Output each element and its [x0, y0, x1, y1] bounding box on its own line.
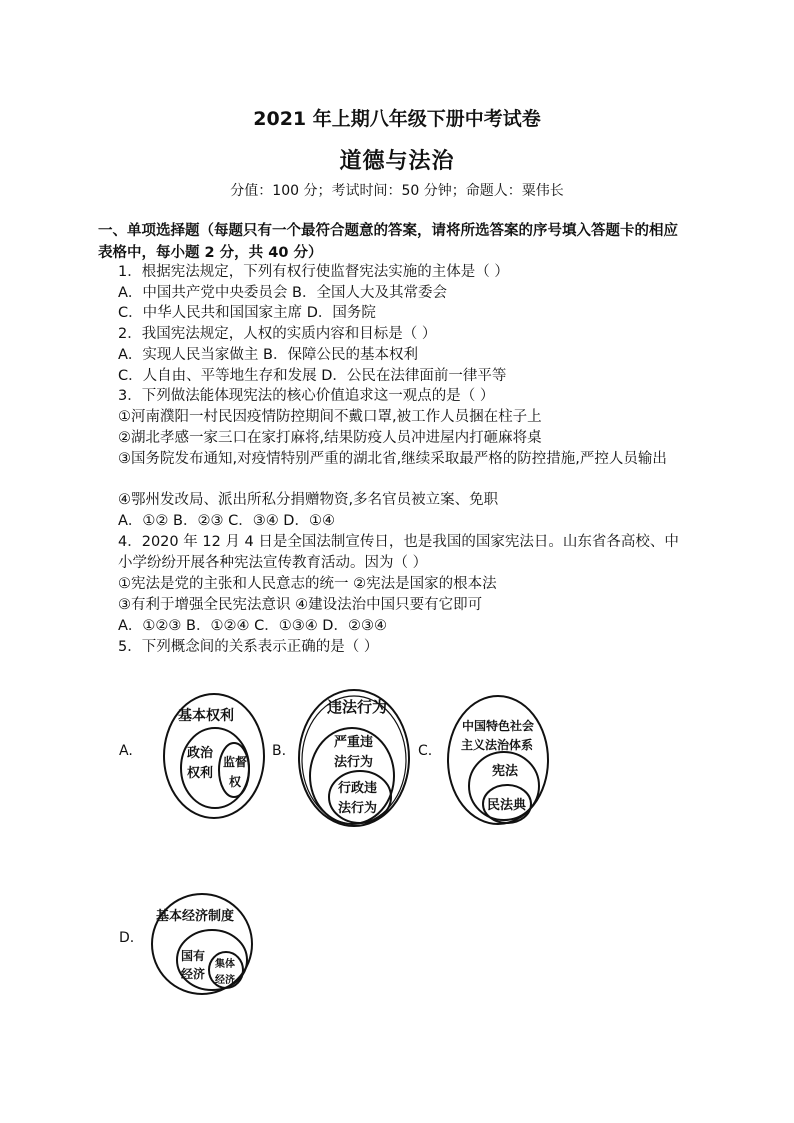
diagram-a-inner-label-2: 权: [229, 775, 242, 789]
q3-statement-2: ②湖北孝感一家三口在家打麻将,结果防疫人员冲进屋内打砸麻将桌: [118, 430, 542, 446]
q5-diagram-d: [147, 888, 257, 1000]
q5-stem: 5．下列概念间的关系表示正确的是（ ）: [118, 639, 379, 655]
diagram-b-inner-label-1: 行政违: [338, 781, 378, 796]
diagram-b-inner-label-2: 法行为: [338, 801, 378, 816]
diagram-c-mid-label: 宪法: [492, 764, 519, 779]
diagram-c-outer-label-2: 主义法治体系: [461, 738, 534, 752]
diagram-b-outer-label: 违法行为: [327, 698, 388, 716]
diagram-b-mid-label-2: 法行为: [334, 755, 374, 770]
diagram-d-outer-label: 基本经济制度: [156, 909, 235, 924]
q5-option-b-label: B.: [272, 743, 287, 759]
diagram-d-mid-label-1: 国有: [181, 949, 206, 963]
exam-meta: 分值：100 分；考试时间：50 分钟；命题人：粟伟长: [230, 183, 564, 199]
diagram-c-inner-label: 民法典: [487, 798, 527, 813]
q2-options-cd: C．人自由、平等地生存和发展 D．公民在法律面前一律平等: [118, 368, 507, 384]
q5-option-a-label: A.: [119, 743, 133, 759]
q5-diagram-c: [444, 692, 556, 830]
diagram-a-mid-label-1: 政治: [187, 746, 214, 761]
q1-options-cd: C．中华人民共和国国家主席 D．国务院: [118, 305, 376, 321]
q2-options-ab: A．实现人民当家做主 B．保障公民的基本权利: [118, 347, 418, 363]
q1-options-ab: A．中国共产党中央委员会 B．全国人大及其常委会: [118, 285, 447, 301]
diagram-b-mid-label-1: 严重违: [334, 735, 374, 750]
q4-stem: 4．2020 年 12 月 4 日是全国法制宣传日，也是我国的国家宪法日。山东省各高校、中小学纷纷开展各种宪法宣传教育活动。因为（ ）: [118, 534, 679, 571]
q5-diagram-a: [160, 690, 270, 825]
q3-statement-4: ④鄂州发改局、派出所私分捐赠物资,多名官员被立案、免职: [118, 492, 499, 508]
q5-option-d-label: D.: [119, 930, 135, 946]
q4-statements-12: ①宪法是党的主张和人民意志的统一 ②宪法是国家的根本法: [118, 576, 497, 592]
section-heading: 一、单项选择题（每题只有一个最符合题意的答案，请将所选答案的序号填入答题卡的相应表格中，每小题 2 分，共 40 分）: [98, 223, 678, 261]
q3-statement-3: ③国务院发布通知,对疫情特别严重的湖北省,继续采取最严格的防控措施,严控人员输出: [118, 451, 667, 467]
q3-options: A．①② B．②③ C．③④ D．①④: [118, 513, 335, 529]
diagram-d-mid-label-2: 经济: [181, 967, 206, 981]
exam-title: 2021 年上期八年级下册中考试卷: [253, 108, 541, 130]
diagram-d-inner-label-1: 集体: [215, 959, 235, 970]
q5-option-c-label: C.: [418, 743, 433, 759]
q2-stem: 2．我国宪法规定，人权的实质内容和目标是（ ）: [118, 326, 437, 342]
q3-stem: 3．下列做法能体现宪法的核心价值追求这一观点的是（ ）: [118, 388, 495, 404]
q4-statements-34: ③有利于增强全民宪法意识 ④建设法治中国只要有它即可: [118, 597, 483, 613]
q4-options: A．①②③ B．①②④ C．①③④ D．②③④: [118, 618, 387, 634]
diagram-d-inner-label-2: 经济: [215, 975, 235, 986]
diagram-a-mid-label-2: 权利: [187, 766, 214, 781]
q1-stem: 1．根据宪法规定，下列有权行使监督宪法实施的主体是（ ）: [118, 264, 509, 280]
diagram-a-inner-label-1: 监督: [223, 755, 248, 769]
diagram-a-outer-label: 基本权利: [178, 708, 234, 724]
q3-statement-1: ①河南濮阳一村民因疫情防控期间不戴口罩,被工作人员捆在柱子上: [118, 409, 542, 425]
diagram-c-outer-label-1: 中国特色社会: [462, 719, 535, 733]
subject-title: 道德与法治: [339, 148, 455, 174]
q5-diagram-b: [294, 686, 414, 831]
